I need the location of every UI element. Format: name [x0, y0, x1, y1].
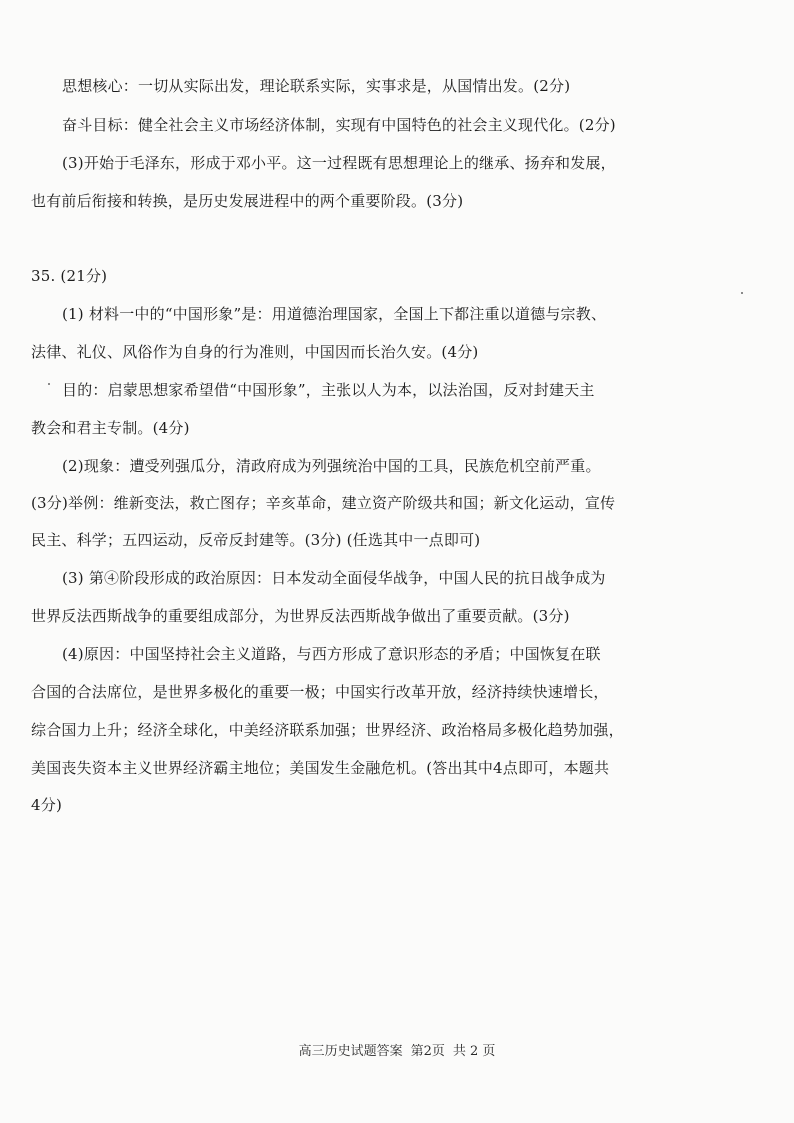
footer-total-pages: 共 2 页	[452, 1044, 496, 1059]
answer-35-3-line-1: (3) 第④阶段形成的政治原因：日本发动全面侵华战争，中国人民的抗日战争成为	[62, 569, 606, 587]
answer-35-3-line-2: 世界反法西斯战争的重要组成部分，为世界反法西斯战争做出了重要贡献。(3分)	[31, 607, 570, 625]
question-35-heading: 35. (21分)	[31, 267, 108, 285]
footer-page-number: 第2页	[410, 1044, 445, 1059]
answer-line-3-2: 也有前后衔接和转换，是历史发展进程中的两个重要阶段。(3分)	[31, 192, 464, 210]
answer-line-3-1: (3)开始于毛泽东，形成于邓小平。这一过程既有思想理论上的继承、扬弃和发展，	[62, 154, 616, 172]
answer-line-goal: 奋斗目标：健全社会主义市场经济体制，实现有中国特色的社会主义现代化。(2分)	[62, 116, 616, 134]
answer-35-4-line-4: 美国丧失资本主义世界经济霸主地位；美国发生金融危机。(答出其中4点即可，本题共	[31, 759, 610, 777]
answer-35-1-line-3: 目的：启蒙思想家希望借“中国形象”，主张以人为本，以法治国，反对封建天主	[62, 381, 595, 399]
answer-35-4-line-2: 合国的合法席位，是世界多极化的重要一极；中国实行改革开放，经济持续快速增长，	[31, 683, 609, 701]
answer-line-thought-core: 思想核心：一切从实际出发，理论联系实际，实事求是，从国情出发。(2分)	[62, 77, 571, 95]
answer-35-4-line-3: 综合国力上升；经济全球化，中美经济联系加强；世界经济、政治格局多极化趋势加强，	[31, 721, 624, 739]
answer-35-4-line-1: (4)原因：中国坚持社会主义道路，与西方形成了意识形态的矛盾；中国恢复在联	[62, 645, 601, 663]
answer-35-1-line-4: 教会和君主专制。(4分)	[31, 419, 190, 437]
scan-speck	[741, 292, 743, 294]
answer-35-4-line-5: 4分)	[31, 796, 62, 814]
answer-35-1-line-1: (1) 材料一中的“中国形象”是：用道德治理国家，全国上下都注重以道德与宗教、	[62, 305, 607, 323]
footer-title: 高三历史试题答案	[298, 1044, 403, 1059]
scan-speck	[48, 383, 50, 385]
answer-35-2-line-2: (3分)举例：维新变法，救亡图存；辛亥革命，建立资产阶级共和国；新文化运动，宣传	[31, 494, 616, 512]
answer-35-1-line-2: 法律、礼仪、风俗作为自身的行为准则，中国因而长治久安。(4分)	[31, 343, 479, 361]
answer-35-2-line-1: (2)现象：遭受列强瓜分，清政府成为列强统治中国的工具，民族危机空前严重。	[62, 457, 601, 475]
page-footer	[0, 1043, 794, 1061]
answer-35-2-line-3: 民主、科学；五四运动，反帝反封建等。(3分) (任选其中一点即可)	[31, 531, 481, 549]
